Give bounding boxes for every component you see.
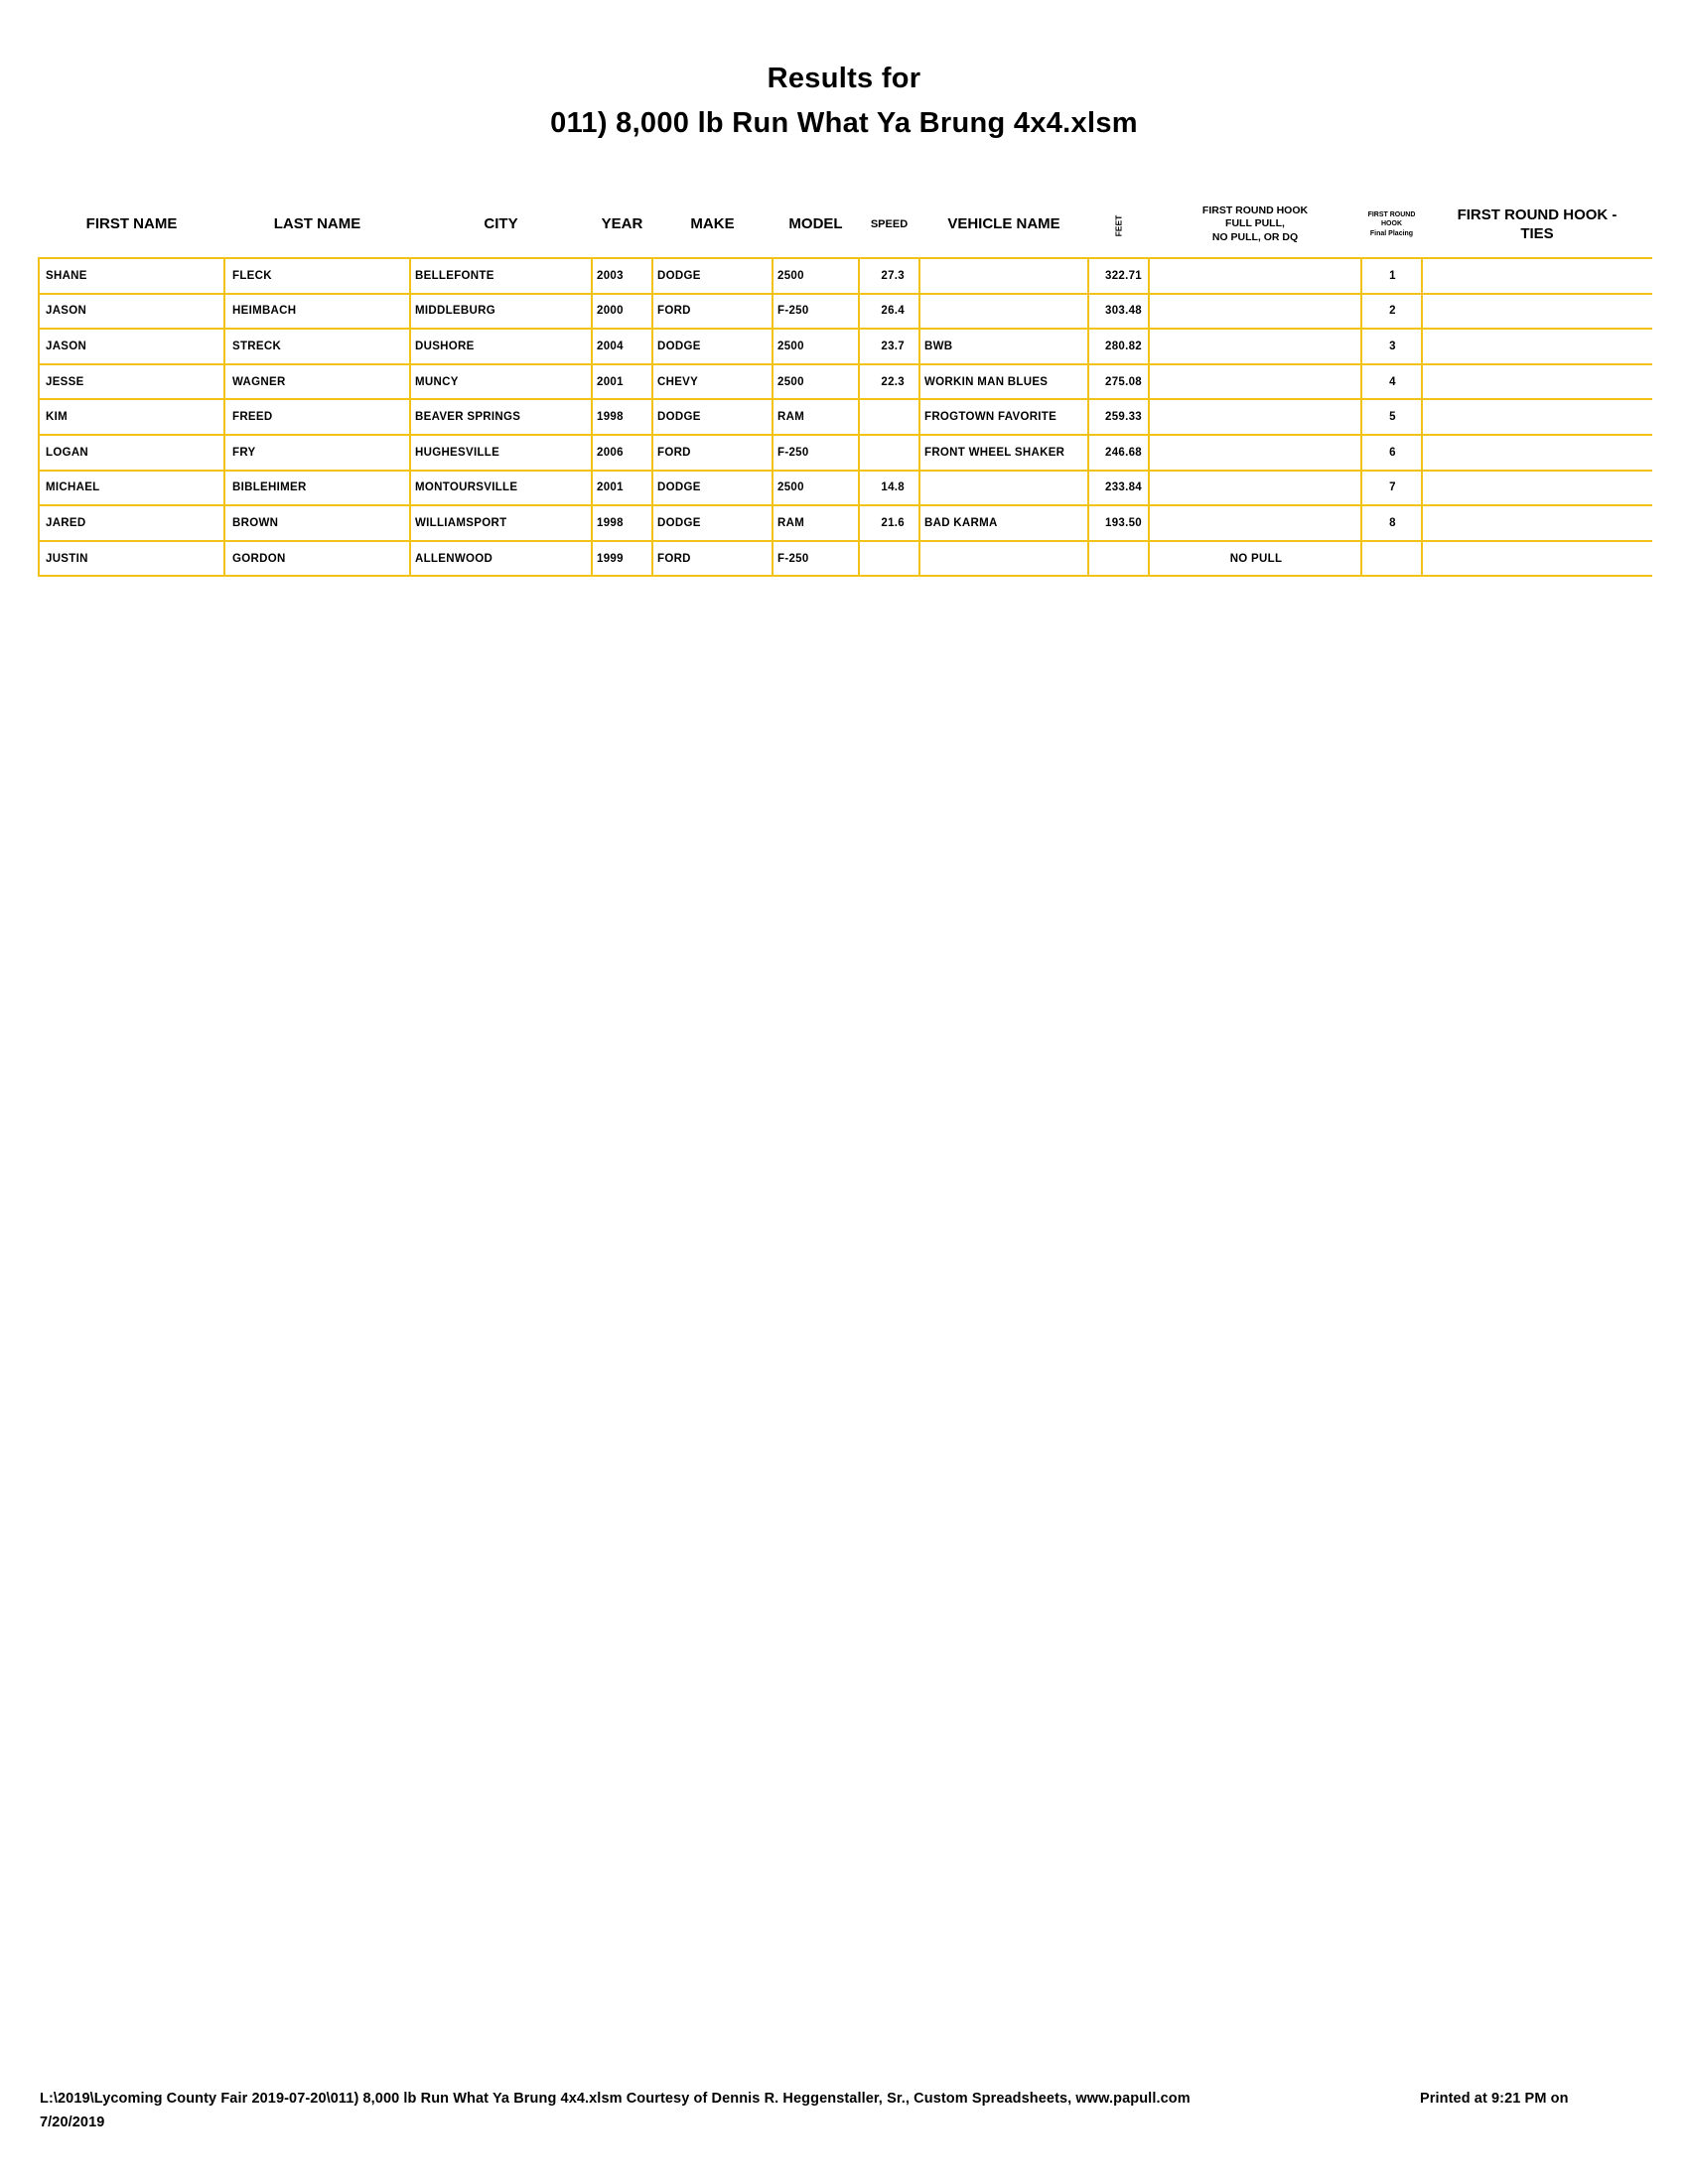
last-name-cell: STRECK	[224, 329, 410, 364]
year-cell: 1999	[592, 541, 652, 577]
hook-result-cell	[1149, 258, 1361, 294]
city-cell: HUGHESVILLE	[410, 435, 592, 471]
vehicle-name-cell	[919, 541, 1088, 577]
ties-cell	[1422, 505, 1652, 541]
model-cell: RAM	[773, 505, 859, 541]
speed-cell: 14.8	[859, 471, 919, 506]
hook-result-cell	[1149, 364, 1361, 400]
make-cell: CHEVY	[652, 364, 773, 400]
ties-cell	[1422, 435, 1652, 471]
header-city: CITY	[484, 215, 518, 233]
speed-cell	[859, 541, 919, 577]
results-table	[38, 192, 1652, 577]
model-cell: F-250	[773, 435, 859, 471]
speed-cell: 21.6	[859, 505, 919, 541]
make-cell: FORD	[652, 435, 773, 471]
city-cell: WILLIAMSPORT	[410, 505, 592, 541]
make-cell: DODGE	[652, 329, 773, 364]
feet-cell: 303.48	[1088, 294, 1149, 330]
header-vehicle-name: VEHICLE NAME	[947, 215, 1060, 233]
last-name-cell: BIBLEHIMER	[224, 471, 410, 506]
placing-cell	[1361, 541, 1422, 577]
feet-cell	[1088, 541, 1149, 577]
first-name-cell: KIM	[39, 399, 224, 435]
first-name-cell: LOGAN	[39, 435, 224, 471]
hook-result-cell	[1149, 435, 1361, 471]
speed-cell	[859, 435, 919, 471]
table-row	[39, 364, 1652, 400]
feet-cell: 280.82	[1088, 329, 1149, 364]
speed-cell: 26.4	[859, 294, 919, 330]
feet-cell: 233.84	[1088, 471, 1149, 506]
header-hook-line1: FIRST ROUND HOOK	[1201, 204, 1309, 216]
model-cell: 2500	[773, 258, 859, 294]
city-cell: MONTOURSVILLE	[410, 471, 592, 506]
last-name-cell: WAGNER	[224, 364, 410, 400]
year-cell: 1998	[592, 399, 652, 435]
model-cell: F-250	[773, 541, 859, 577]
footer-printed-date: 7/20/2019	[40, 2115, 105, 2130]
table-row	[39, 258, 1652, 294]
table-row	[39, 505, 1652, 541]
header-ties-line2: TIES	[1520, 225, 1554, 242]
make-cell: DODGE	[652, 258, 773, 294]
model-cell: 2500	[773, 364, 859, 400]
last-name-cell: BROWN	[224, 505, 410, 541]
table-row	[39, 294, 1652, 330]
model-cell: RAM	[773, 399, 859, 435]
ties-cell	[1422, 541, 1652, 577]
vehicle-name-cell: FROGTOWN FAVORITE	[919, 399, 1088, 435]
hook-result-cell	[1149, 471, 1361, 506]
page-subtitle: 011) 8,000 lb Run What Ya Brung 4x4.xlsm	[550, 107, 1138, 139]
table-row	[39, 541, 1652, 577]
ties-cell	[1422, 258, 1652, 294]
last-name-cell: FLECK	[224, 258, 410, 294]
placing-cell: 6	[1361, 435, 1422, 471]
header-speed: SPEED	[870, 217, 909, 230]
header-placing-line2: HOOK	[1381, 220, 1402, 228]
header-year: YEAR	[601, 215, 643, 233]
hook-result-cell	[1149, 399, 1361, 435]
year-cell: 2003	[592, 258, 652, 294]
city-cell: MUNCY	[410, 364, 592, 400]
header-feet-label: FEET	[1112, 214, 1123, 236]
feet-cell: 246.68	[1088, 435, 1149, 471]
header-hook-line2: FULL PULL,	[1225, 217, 1285, 230]
footer-file-path: L:\2019\Lycoming County Fair 2019-07-20\011) 8,000 lb Run What Ya Brung 4x4.xlsm Courtesy of Dennis R. Heggenstaller, Sr., Custom Spreadsheets, www.papull.com	[40, 2091, 1191, 2107]
city-cell: BEAVER SPRINGS	[410, 399, 592, 435]
header-row	[39, 192, 1652, 258]
make-cell: FORD	[652, 294, 773, 330]
vehicle-name-cell: BAD KARMA	[919, 505, 1088, 541]
table-row	[39, 329, 1652, 364]
vehicle-name-cell	[919, 258, 1088, 294]
city-cell: DUSHORE	[410, 329, 592, 364]
header-feet	[1088, 192, 1149, 258]
header-ties	[1422, 192, 1652, 258]
make-cell: DODGE	[652, 505, 773, 541]
header-model: MODEL	[788, 215, 843, 233]
speed-cell: 22.3	[859, 364, 919, 400]
ties-cell	[1422, 329, 1652, 364]
header-first-name: FIRST NAME	[85, 215, 178, 233]
page-footer	[40, 2087, 1648, 2130]
year-cell: 2001	[592, 364, 652, 400]
vehicle-name-cell: WORKIN MAN BLUES	[919, 364, 1088, 400]
model-cell: 2500	[773, 329, 859, 364]
table-row	[39, 471, 1652, 506]
year-cell: 2000	[592, 294, 652, 330]
hook-result-cell	[1149, 505, 1361, 541]
city-cell: BELLEFONTE	[410, 258, 592, 294]
header-hook	[1149, 192, 1361, 258]
speed-cell: 23.7	[859, 329, 919, 364]
first-name-cell: MICHAEL	[39, 471, 224, 506]
header-last-name: LAST NAME	[273, 215, 361, 233]
placing-cell: 3	[1361, 329, 1422, 364]
hook-result-cell	[1149, 294, 1361, 330]
make-cell: FORD	[652, 541, 773, 577]
feet-cell: 275.08	[1088, 364, 1149, 400]
vehicle-name-cell: FRONT WHEEL SHAKER	[919, 435, 1088, 471]
header-placing	[1361, 192, 1422, 258]
last-name-cell: FREED	[224, 399, 410, 435]
header-placing-line1: FIRST ROUND	[1367, 211, 1416, 219]
first-name-cell: SHANE	[39, 258, 224, 294]
model-cell: 2500	[773, 471, 859, 506]
city-cell: ALLENWOOD	[410, 541, 592, 577]
table-row	[39, 435, 1652, 471]
placing-cell: 8	[1361, 505, 1422, 541]
year-cell: 1998	[592, 505, 652, 541]
last-name-cell: FRY	[224, 435, 410, 471]
city-cell: MIDDLEBURG	[410, 294, 592, 330]
header-hook-line3: NO PULL, OR DQ	[1211, 230, 1299, 243]
year-cell: 2006	[592, 435, 652, 471]
ties-cell	[1422, 471, 1652, 506]
first-name-cell: JUSTIN	[39, 541, 224, 577]
make-cell: DODGE	[652, 471, 773, 506]
speed-cell	[859, 399, 919, 435]
placing-cell: 1	[1361, 258, 1422, 294]
last-name-cell: HEIMBACH	[224, 294, 410, 330]
vehicle-name-cell	[919, 294, 1088, 330]
ties-cell	[1422, 294, 1652, 330]
header-make: MAKE	[690, 215, 735, 233]
first-name-cell: JESSE	[39, 364, 224, 400]
year-cell: 2004	[592, 329, 652, 364]
placing-cell: 4	[1361, 364, 1422, 400]
feet-cell: 322.71	[1088, 258, 1149, 294]
vehicle-name-cell: BWB	[919, 329, 1088, 364]
ties-cell	[1422, 364, 1652, 400]
feet-cell: 259.33	[1088, 399, 1149, 435]
placing-cell: 7	[1361, 471, 1422, 506]
hook-result-cell: NO PULL	[1149, 541, 1361, 577]
first-name-cell: JARED	[39, 505, 224, 541]
page-title: Results for	[767, 63, 921, 94]
model-cell: F-250	[773, 294, 859, 330]
first-name-cell: JASON	[39, 329, 224, 364]
first-name-cell: JASON	[39, 294, 224, 330]
table-row	[39, 399, 1652, 435]
header-ties-line1: FIRST ROUND HOOK -	[1457, 205, 1618, 223]
vehicle-name-cell	[919, 471, 1088, 506]
make-cell: DODGE	[652, 399, 773, 435]
feet-cell: 193.50	[1088, 505, 1149, 541]
placing-cell: 2	[1361, 294, 1422, 330]
last-name-cell: GORDON	[224, 541, 410, 577]
ties-cell	[1422, 399, 1652, 435]
hook-result-cell	[1149, 329, 1361, 364]
footer-printed-time: Printed at 9:21 PM on	[1420, 2091, 1569, 2107]
speed-cell: 27.3	[859, 258, 919, 294]
header-placing-line3: Final Placing	[1369, 229, 1414, 237]
year-cell: 2001	[592, 471, 652, 506]
placing-cell: 5	[1361, 399, 1422, 435]
